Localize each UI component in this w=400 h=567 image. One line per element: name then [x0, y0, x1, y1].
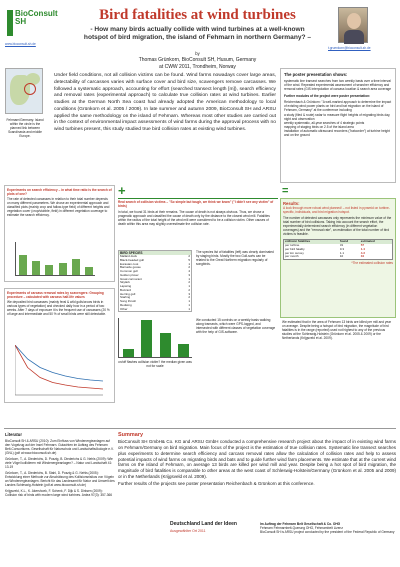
- species-name: Golden plover: [120, 272, 139, 277]
- presentation-box: [280, 68, 396, 183]
- species-count: 3: [188, 272, 190, 277]
- table-cell: 57: [360, 243, 365, 248]
- species-count: 2: [188, 265, 190, 270]
- chart-bar: [32, 261, 40, 275]
- equals-icon: =: [282, 185, 289, 197]
- section-text: In total, we found 31 birds at their remains. The cause of death is not always obvious. Thus, we chose a pragmatic approach and classified the cause of death only by the distance to the closest wind mill. Fatalities within the radius of the total height of the wind mill were considered to be a collision victim. Other causes of death within this area may slightly overestimate the collision rate.: [118, 210, 270, 226]
- efficiency-chart: [15, 242, 95, 276]
- table-cell: 10: [339, 254, 344, 259]
- section-title: Real search of collision victims – "So simple but tough, we think we know" ("I didn't see any victim" of birds): [118, 200, 274, 208]
- chart-bar: [123, 349, 134, 357]
- footer-credit: Fehmarn Fehmarnbelt-Querung OHG, Fehmarnbelt Lizenz: [260, 526, 343, 530]
- table-cell: 1.4: [360, 246, 365, 251]
- footer-credits: [260, 522, 396, 534]
- species-name: Other: [120, 306, 128, 311]
- page-subtitle: - How many birds actually collide with wind turbines at a well-known hotspot of bird migration, the island of Fehmarn in northern Germany? –: [83, 26, 312, 42]
- author-photo: [338, 7, 368, 43]
- bottom-divider: [4, 428, 396, 429]
- chart-bar: [160, 333, 171, 357]
- authors: Thomas Grünkorn, BioConsult SH, Husum, Germany: [138, 57, 257, 63]
- chart-caption: on/off flashes collision victim? the median given was not for scale: [118, 360, 192, 368]
- logo-mark: [7, 10, 13, 36]
- table-cell: 4.3: [360, 250, 365, 255]
- intro-text: Under field conditions, not all collision victims can be found. Wind farms nowadays cover large areas, detectability of carcasses varies with surface cover and bird size, scavengers remove carcasses. We followed a systematic approach, accounting for effort (searched transect length [m]), search efficiency and removal rates (experimental approach) to calculate true collision rates at wind turbines. Earlier studies at the German North Sea coast had already adopted the American methodology to local conditions (Grünkorn et al. 2005 / 2009). In late summer and autumn 2009, BioConsult SH and ARSU applied the same methodology on the island of Fehmarn. Whereas most other studies are carried out in the context of environmental impact assessments of wind farms during the approval process with no wind turbines present, this study studied true bird collision rates at existing wind turbines.: [54, 73, 276, 133]
- table-cell: per bird fatality: [285, 246, 305, 251]
- footer-credit: Im Auftrag der Fehmarn Belt Gesellschaft & Co. OHG: [260, 522, 341, 526]
- results-title: Results:: [283, 201, 300, 206]
- literature-entry: Grünkorn, T., A. Diederichs, B. Stahl, D. Poszig & G. Nehls (2005): Entwicklung einer Methode zur Abschätzung des Kollisionsrisikos von Vögeln an Windenergieanlagen. Bericht für das Landesamt für Natur und Umwelt des Landes Schleswig-Holstein (pdf at www.bioconsult-sh.de): [5, 471, 115, 488]
- table-row: [284, 255, 392, 259]
- footer-org: Deutschland Land der Ideen: [170, 521, 237, 527]
- table-cell: 31: [339, 243, 344, 248]
- series-line-1: [15, 345, 103, 381]
- presentation-list-item: weekly systematic, all-year searches of 4 strategic points: [284, 121, 365, 126]
- divider: [118, 198, 278, 199]
- table-cell: per turbine: [285, 243, 300, 248]
- map-image: [5, 68, 43, 114]
- results-note: *The estimated collision rates: [351, 261, 393, 266]
- results-text: The number of detected carcasses only represents the minimum value of the total number of bird collisions. Taking into account the search effort, the experimentally determined search efficiency (in different vegetation coverages) and the "removal rate", an estimation of the total number of bird victims is feasible.: [283, 216, 392, 237]
- results-subtitle: A look through more robust wind planned! – not listed in pyramid on turbine-specific, individuals, and bird migration hotspot.: [283, 206, 390, 215]
- table-header-cell: found: [339, 240, 360, 244]
- species-name: Redwing: [120, 302, 132, 307]
- logo-text: BioConsult SH: [15, 9, 58, 27]
- species-count: 2: [188, 287, 190, 292]
- literature-entry: BioConsult SH & ARSU (2010): Zum Einfluss von Windenergieanlagen auf den Vogelzug auf der Insel Fehmarn. Gutachten im Auftrag des Fehmarn Belt-Consortiums. Gesellschaft für Naturschutz und Landschaftsökologie e.V. (GNL) (pdf at www.bioconsult-sh.de): [5, 439, 114, 456]
- summary-text: BioConsult SH GmbH& Co. KG and ARSU GmbH conducted a comprehensive research project about the impact of in existing wind farms on Fehmarn/Germany on bird migration. Main focus of the project is the estimation of true collision rates. Systematic line transect searches plus experiments to determine search efficiency and carcass removal rates allow the calculation of collision rates and help to assess potential impacts of wind farms on migrating birds and bats and to guide further wind farm placements. We estimate that at the current wind farms on the island of Fehmarn, on average 13 birds are killed per wind mill and year. Despite being a hot spot of bird migration, the magnitude of bird fatalities is comparable to other areas at the west coast of Schleswig-Holstein/Germany (Grünkorn et al. 2005 and 2009) or in the Netherlands (Krijgsveld et al. 2009).: [118, 439, 396, 480]
- real-search-section: [118, 200, 278, 425]
- box-title: Experiments on search efficiency – in what time ratio is the search of plots of one?: [7, 188, 112, 196]
- chart-bar: [178, 344, 189, 357]
- removal-rate-box: [4, 288, 115, 403]
- species-count: 1: [188, 302, 190, 307]
- website-link[interactable]: www.bioconsult-sh.de: [5, 42, 36, 46]
- results-box: [280, 198, 396, 318]
- species-name: Song thrush: [120, 299, 137, 303]
- logo: [7, 9, 58, 40]
- species-count: 2: [188, 280, 190, 285]
- footer-tagline: Ausgewählter Ort 2011: [170, 528, 206, 533]
- presentation-heading: The poster presentation shows:: [284, 72, 348, 77]
- summary-section: [118, 432, 396, 487]
- presentation-list-item: mapping of staging birds on 2.5 of the island area: [284, 125, 354, 130]
- literature-heading: Literatur: [5, 432, 22, 437]
- presentation-refs: Reichenbach & Grünkorn: "A well-marked approach to determine the impact of existing wind power plants on bird and bat migration on the island of Fehmarn, Germany" at the conference including: [284, 100, 392, 113]
- table-cell: 0.3: [339, 246, 344, 251]
- box-title: Experiments of carcass removal rates by scavengers: Grouping procedure – calculated with carcass half-life values: [7, 291, 104, 299]
- box-text: We deposited bird carcasses (mainly feral & wild gulls/crows birds in various types of vegetation) and checked daily how in a period of two weeks. After 7 days of exposure it is the frequent use of carcasses (20 % of large and intermediate and 50 % of small birds were still detectable.: [7, 300, 110, 316]
- chart-bar: [85, 267, 93, 275]
- literature-entry: Grünkorn, T., A. Diederichs, D. Poszig, B. Diederichs & G. Nehls (2009): Wie viele Vögel kollidieren mit Windenergieanlagen? – Natur und Landschaft 41: 13-19: [5, 457, 113, 470]
- table-header-cell: estimated: [360, 240, 392, 244]
- box-text: The rate of detected carcasses in relation to their total number depends on many different parameters. We chose an experimental approach and classified plots (mainly crop and fallow-type field) of different heights and vegetation cover (crop/stubble, field) in different vegetation coverage to estimate the search efficiency.: [7, 197, 110, 217]
- table-cell: 1.1: [339, 250, 344, 255]
- page-title: Bird fatalities at wind turbines: [99, 7, 296, 23]
- species-name: Great cormorant: [120, 276, 142, 281]
- map-caption: Fehmarn/Germany: Island within the circle is the planned link between Scandinavia and middle Europe.: [6, 118, 44, 138]
- search-efficiency-box: [4, 185, 115, 282]
- table-cell: 34: [360, 254, 365, 259]
- species-name: Mallard duck: [120, 254, 138, 258]
- removal-chart: [15, 345, 103, 397]
- species-name: Common gull: [120, 269, 138, 273]
- species-name: Skylark: [120, 280, 130, 285]
- species-count: 1: [188, 261, 190, 266]
- footer-credit: BioConsult SH is ARSU project conducted by the president of the Federal Republic of Germany: [260, 530, 395, 534]
- species-count: 1: [188, 284, 190, 288]
- presentation-bullet: systematic line transect searches from two weekly basis over a time interval of the wind. Repeated experimental assessment of searcher efficiency and removal rates (GIS interpolation of carcass location & search area coverage: [284, 79, 392, 92]
- species-name: Barnacle goose: [120, 265, 141, 270]
- chart-bar: [59, 263, 67, 275]
- species-count: 1: [188, 299, 190, 303]
- presentation-further: Further modules of the project were poster presentation:: [284, 94, 371, 99]
- summary-further: Further results of the projects see poster presentation Reichenbach & Grünkorn at this conference.: [118, 480, 315, 486]
- by-label: by: [195, 51, 200, 56]
- species-count: 2: [188, 254, 190, 258]
- results-table: [283, 239, 393, 260]
- chart-bar: [141, 320, 152, 357]
- species-count: 3: [188, 291, 190, 296]
- species-table: [118, 250, 192, 312]
- presentation-list-item: a study (filed & route) radar to measure flight heights of migrating birds day, night and observation: [284, 113, 391, 122]
- table-row: [119, 308, 191, 312]
- table-cell: per month: [285, 254, 299, 259]
- chart-bar: [19, 255, 27, 275]
- author-email[interactable]: t.gruenkorn@bioconsult-sh.de: [328, 46, 371, 50]
- table-header-cell: collision fatalities: [284, 240, 339, 244]
- species-count: 5: [188, 257, 190, 262]
- species-name: Herring gull: [120, 291, 136, 296]
- species-name: Starling: [120, 295, 131, 300]
- species-count: 4: [188, 269, 190, 273]
- monthly-chart: [118, 318, 192, 358]
- footer-logo: [170, 522, 240, 533]
- literature-section: [5, 432, 115, 497]
- summary-heading: Summary: [118, 432, 144, 438]
- species-table-header: BIRD SPECIES: [119, 251, 191, 255]
- species-count: 1: [188, 306, 190, 311]
- species-text: The species list of fatalities (left) was clearly dominated by staging birds. Mostly the two Gull-sorts can be related to the Great Northern migration regularly of songbirds.: [196, 250, 274, 266]
- table-cell: per km survey: [285, 250, 304, 255]
- literature-entry: Krijgsveld, K.L., K. Akershoek, F. Schenk, F. Dijk & S. Dirksen (2009): Collision risk of birds with modern large wind turbines. Ardea 97(3): 357-366: [5, 489, 113, 498]
- chart-bar: [72, 259, 80, 275]
- plus-icon: +: [118, 183, 126, 198]
- results-closing: We estimated that in the area of Fehmarn 13 birds are killed per mill and year on average. Despite being a hotspot of bird migration, the magnitude of bird fatalities is in the range (reported) used not highest to any of the previous studies at the Schleswig-Holstein (Grünkorn et al. 2005 & 2009) or the Netherlands (Krijgsveld et al. 2009).: [282, 320, 392, 340]
- series-line-2: [15, 345, 103, 389]
- species-name: Lapwing: [120, 284, 132, 288]
- venue: at CWW 2011, Trondheim, Norway: [159, 64, 236, 70]
- chart-bar: [45, 265, 53, 275]
- presentation-list-item: installation of automatic ultrasound recorders ("batcorder") at turbine height and on the ground: [284, 129, 390, 138]
- species-count: 2: [188, 295, 190, 300]
- species-name: Eurasian coot: [120, 261, 139, 266]
- species-name: Black-headed gull: [120, 257, 144, 262]
- result-text: We conducted 15 controls on a weekly basis walking along transects, which were GPS-logged, and intersected with different classes of vegetation coverage with the help of GIS-software.: [196, 318, 276, 334]
- species-name: Buzzard: [120, 287, 132, 292]
- species-count: 1: [188, 276, 190, 281]
